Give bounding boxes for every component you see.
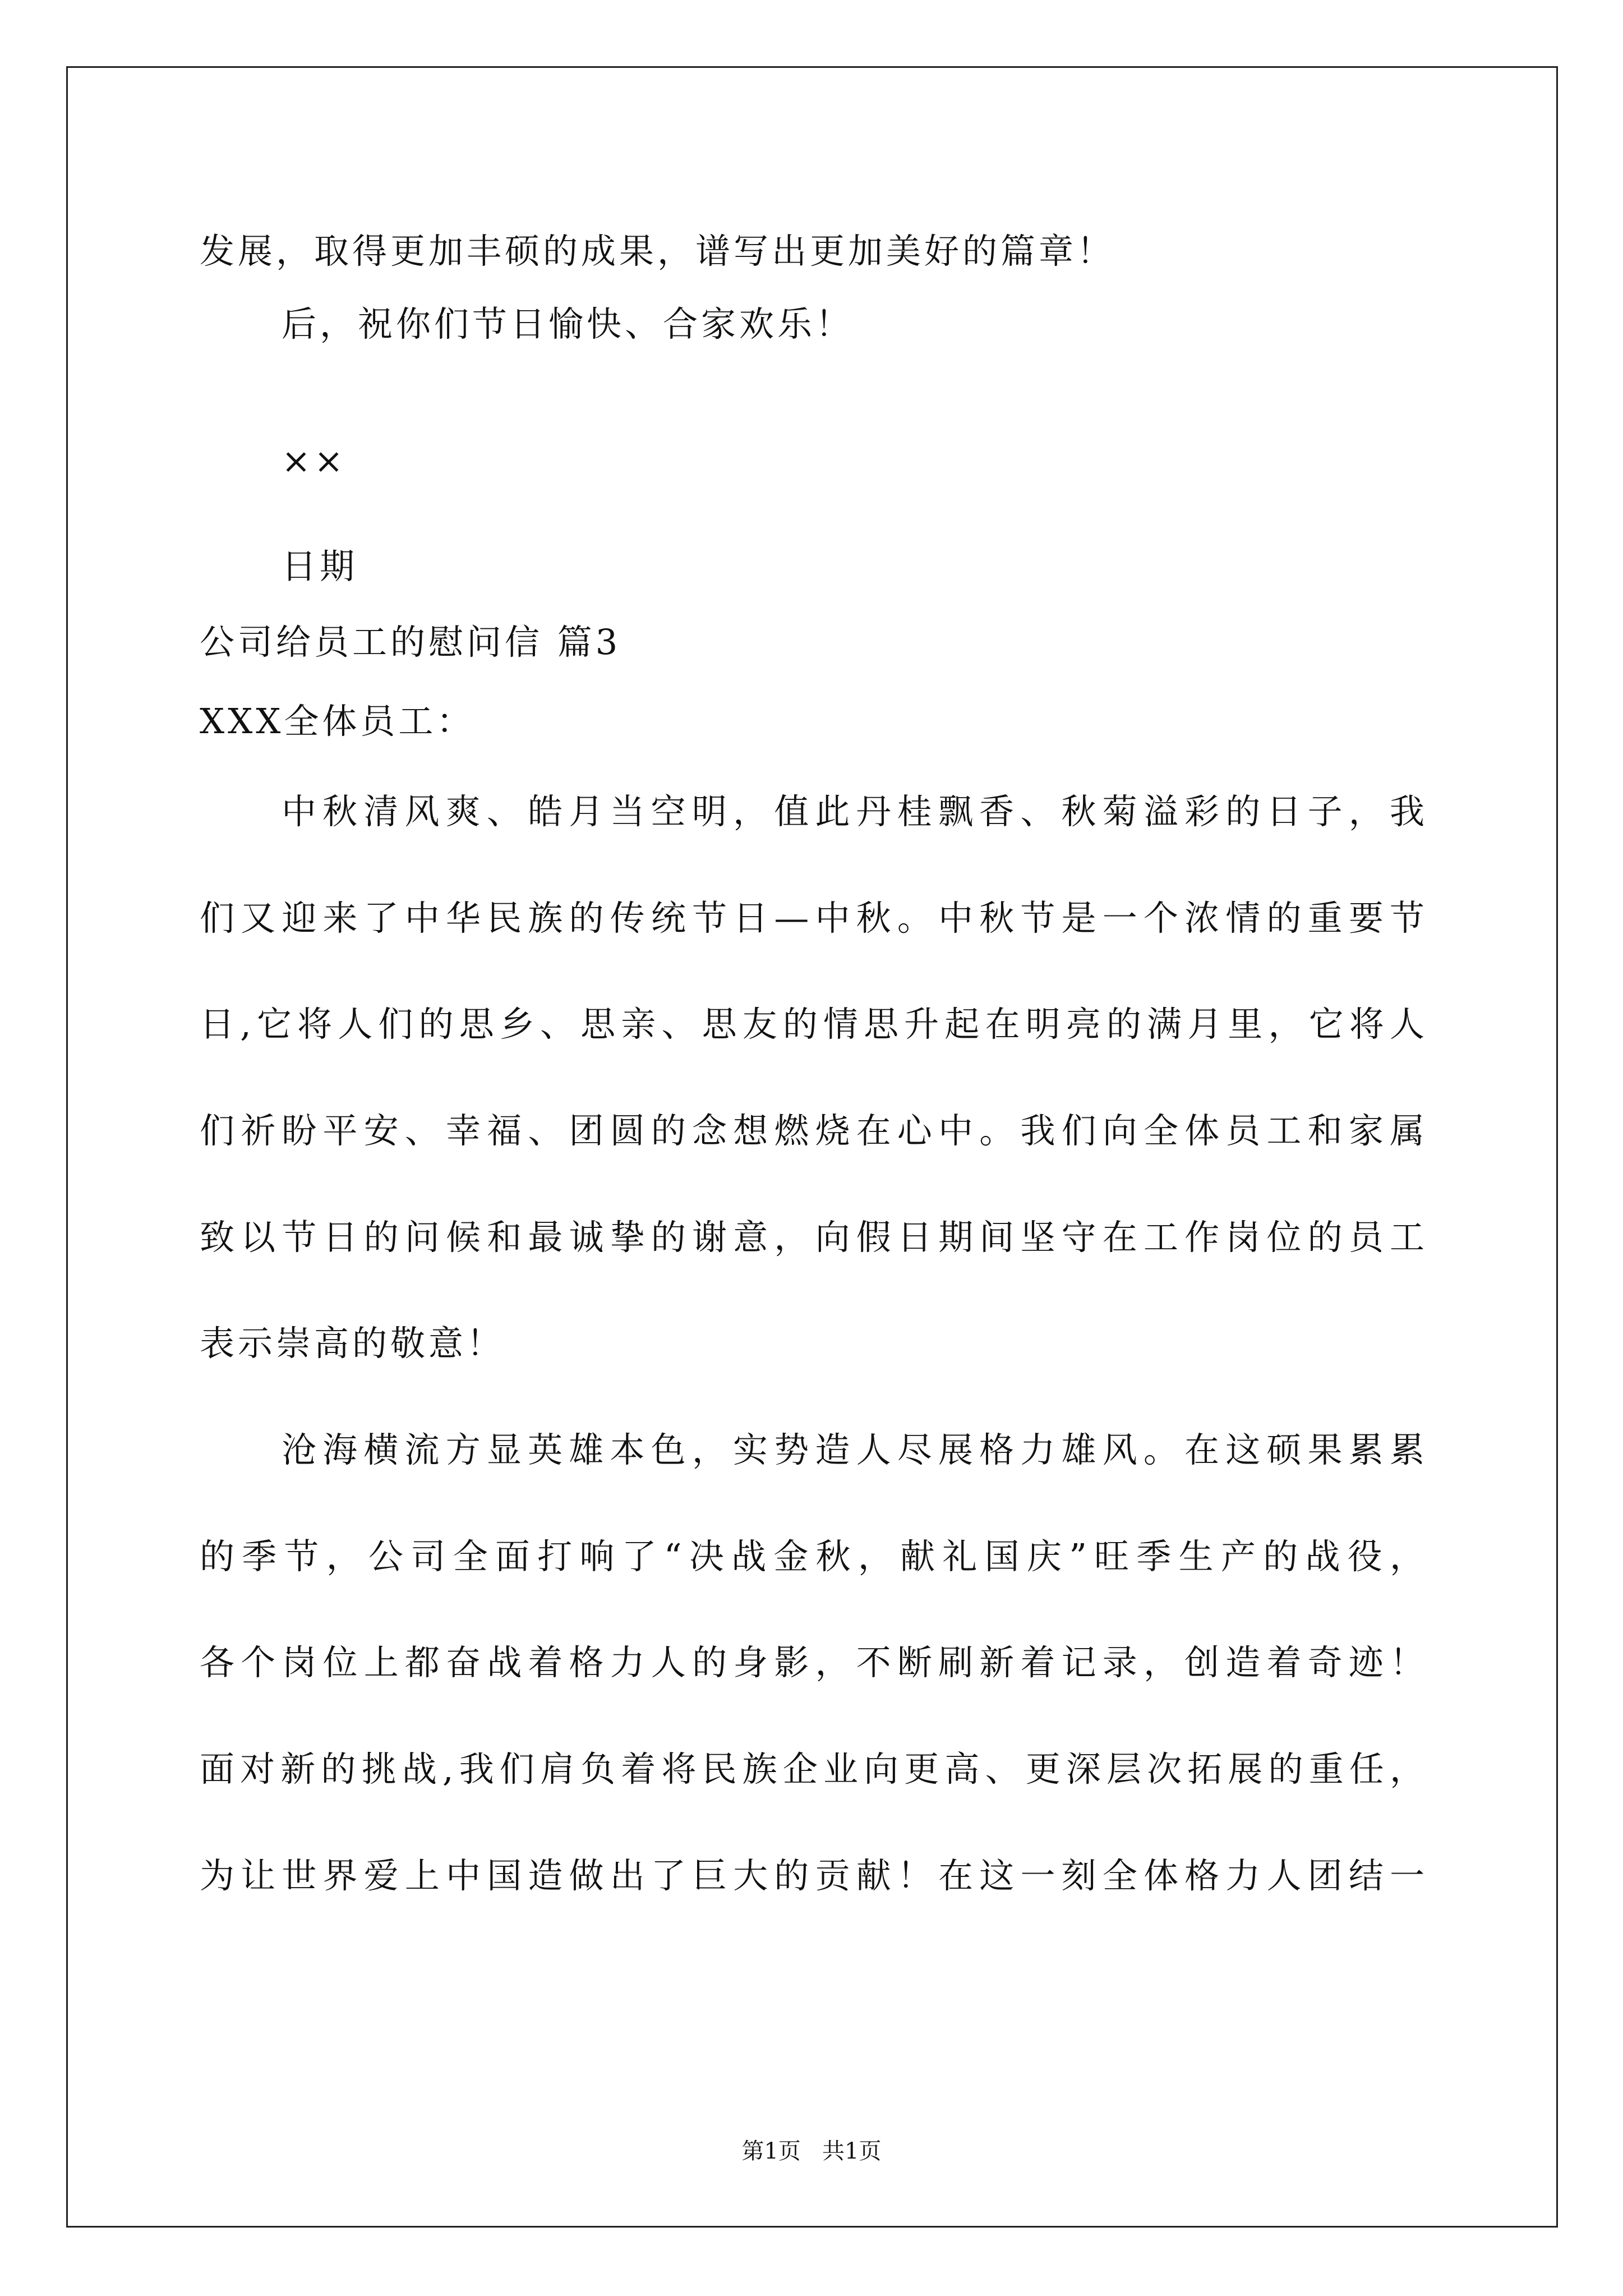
- salutation-line: XXX全体员工：: [200, 701, 475, 742]
- paragraph-line: 表示崇高的敬意！: [200, 1323, 505, 1364]
- paragraph-line: 各个岗位上都奋战着格力人的身影，不断刷新着记录，创造着奇迹！: [200, 1642, 1428, 1683]
- page-footer: 第1页 共1页: [741, 2138, 882, 2164]
- paragraph-line: 的季节，公司全面打响了“决战金秋，献礼国庆”旺季生产的战役，: [200, 1536, 1428, 1577]
- paragraph-line: 为让世界爱上中国造做出了巨大的贡献！在这一刻全体格力人团结一: [200, 1855, 1428, 1896]
- paragraph-line: 后，祝你们节日愉快、合家欢乐！: [282, 303, 854, 344]
- paragraph-line: 们祈盼平安、幸福、团圆的念想燃烧在心中。我们向全体员工和家属: [200, 1110, 1428, 1151]
- paragraph-line: 们又迎来了中华民族的传统节日—中秋。中秋节是一个浓情的重要节: [200, 898, 1428, 938]
- signature-line: ××: [282, 440, 347, 481]
- section-heading: 公司给员工的慰问信 篇3: [200, 622, 621, 662]
- paragraph-line: 面对新的挑战,我们肩负着将民族企业向更高、更深层次拓展的重任，: [200, 1749, 1428, 1789]
- paragraph-line: 中秋清风爽、皓月当空明，值此丹桂飘香、秋菊溢彩的日子，我: [282, 791, 1428, 832]
- paragraph-line: 日,它将人们的思乡、思亲、思友的情思升起在明亮的满月里，它将人: [200, 1004, 1428, 1045]
- date-line: 日期: [282, 546, 358, 587]
- paragraph-line: 沧海横流方显英雄本色，实势造人尽展格力雄风。在这硕果累累: [282, 1429, 1428, 1470]
- paragraph-line: 致以节日的问候和最诚挚的谢意，向假日期间坚守在工作岗位的员工: [200, 1217, 1428, 1258]
- paragraph-line: 发展，取得更加丰硕的成果，谱写出更加美好的篇章！: [200, 231, 1115, 272]
